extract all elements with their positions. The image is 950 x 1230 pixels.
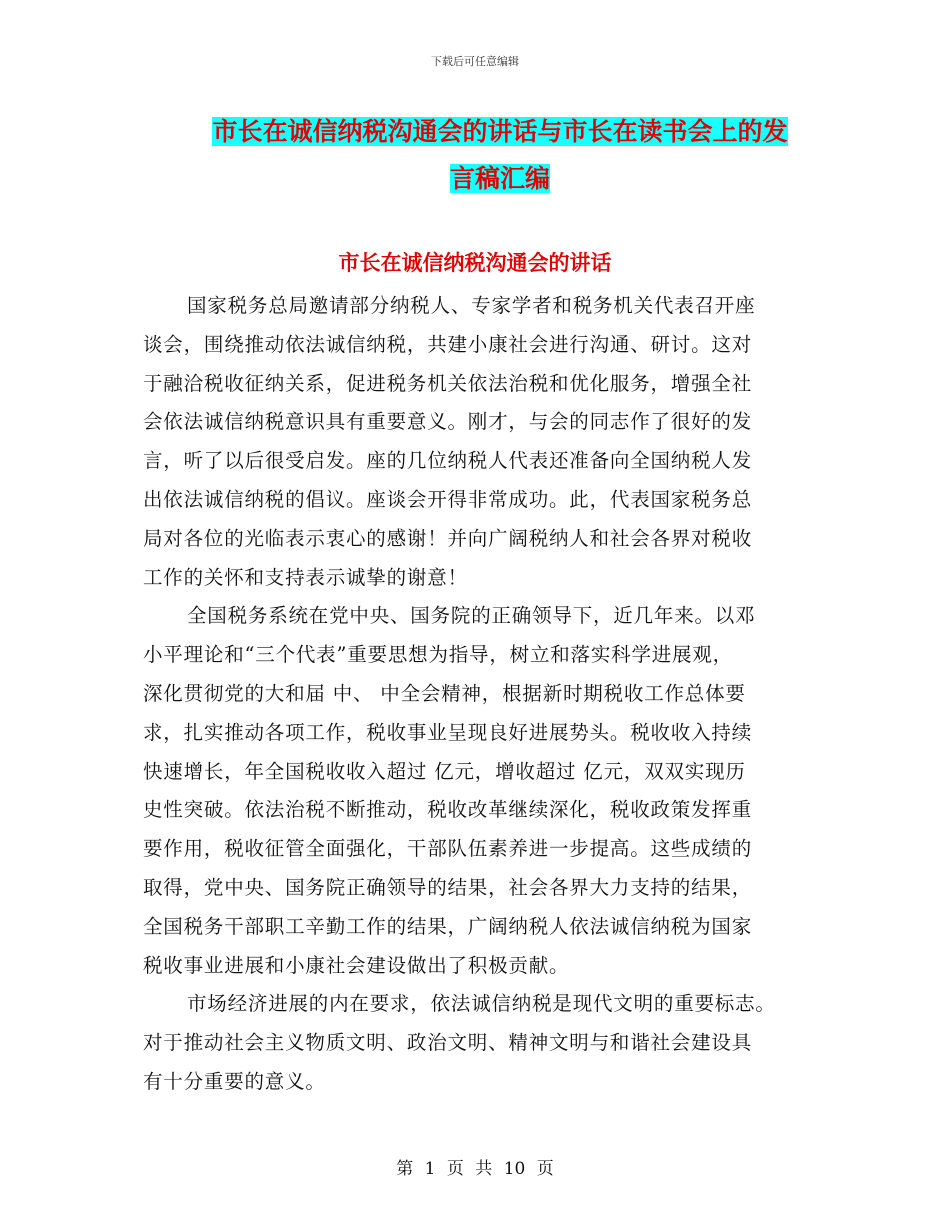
paragraph-line: 出依法诚信纳税的倡议。座谈会开得非常成功。此，代表国家税务总	[143, 487, 753, 511]
paragraph-line: 史性突破。依法治税不断推动，税收改革继续深化，税收政策发挥重	[143, 798, 753, 822]
section-title: 市长在诚信纳税沟通会的讲话	[338, 251, 612, 275]
paragraph-line: 取得，党中央、国务院正确领导的结果，社会各界大力支持的结果，	[143, 875, 753, 899]
paragraph-line: 工作的关怀和支持表示诚挚的谢意！	[143, 565, 468, 589]
paragraph-line: 税收事业进展和小康社会建设做出了积极贡献。	[143, 953, 570, 977]
paragraph-line: 小平理论和“三个代表”重要思想为指导，树立和落实科学进展观，	[143, 643, 733, 667]
paragraph-line: 局对各位的光临表示衷心的感谢！并向广阔税纳人和社会各界对税收	[143, 526, 753, 550]
paragraph-line: 快速增长，年全国税收收入超过 亿元，增收超过 亿元，双双实现历	[143, 759, 746, 783]
body-text	[143, 287, 811, 1102]
title-line-2: 言稿汇编	[449, 164, 550, 193]
header-note: 下载后可任意编辑	[431, 55, 519, 68]
paragraph-line: 全国税务干部职工辛勤工作的结果，广阔纳税人依法诚信纳税为国家	[143, 914, 753, 938]
paragraph-line: 市场经济进展的内在要求，依法诚信纳税是现代文明的重要标志。	[187, 992, 776, 1016]
paragraph-line: 求，扎实推动各项工作，税收事业呈现良好进展势头。税收收入持续	[143, 720, 753, 744]
paragraph-line: 会依法诚信纳税意识具有重要意义。刚才，与会的同志作了很好的发	[143, 410, 753, 434]
page-footer: 第 1 页 共 10 页	[396, 1159, 554, 1179]
title-line-1: 市长在诚信纳税沟通会的讲话与市长在读书会上的发	[212, 117, 788, 146]
paragraph-line: 言，听了以后很受启发。座的几位纳税人代表还准备向全国纳税人发	[143, 449, 753, 473]
paragraph-line: 于融洽税收征纳关系，促进税务机关依法治税和优化服务，增强全社	[143, 371, 753, 395]
paragraph-line: 深化贯彻党的大和届 中、 中全会精神，根据新时期税收工作总体要	[143, 681, 746, 705]
document-title	[190, 108, 810, 202]
paragraph-line: 要作用，税收征管全面强化，干部队伍素养进一步提高。这些成绩的	[143, 837, 753, 861]
paragraph-line: 谈会，围绕推动依法诚信纳税，共建小康社会进行沟通、研讨。这对	[143, 332, 753, 356]
paragraph-line: 全国税务系统在党中央、国务院的正确领导下，近几年来。以邓	[187, 604, 756, 628]
paragraph-line: 对于推动社会主义物质文明、政治文明、精神文明与和谐社会建设具	[143, 1031, 753, 1055]
paragraph-line: 有十分重要的意义。	[143, 1069, 326, 1093]
paragraph-line: 国家税务总局邀请部分纳税人、专家学者和税务机关代表召开座	[187, 294, 756, 317]
